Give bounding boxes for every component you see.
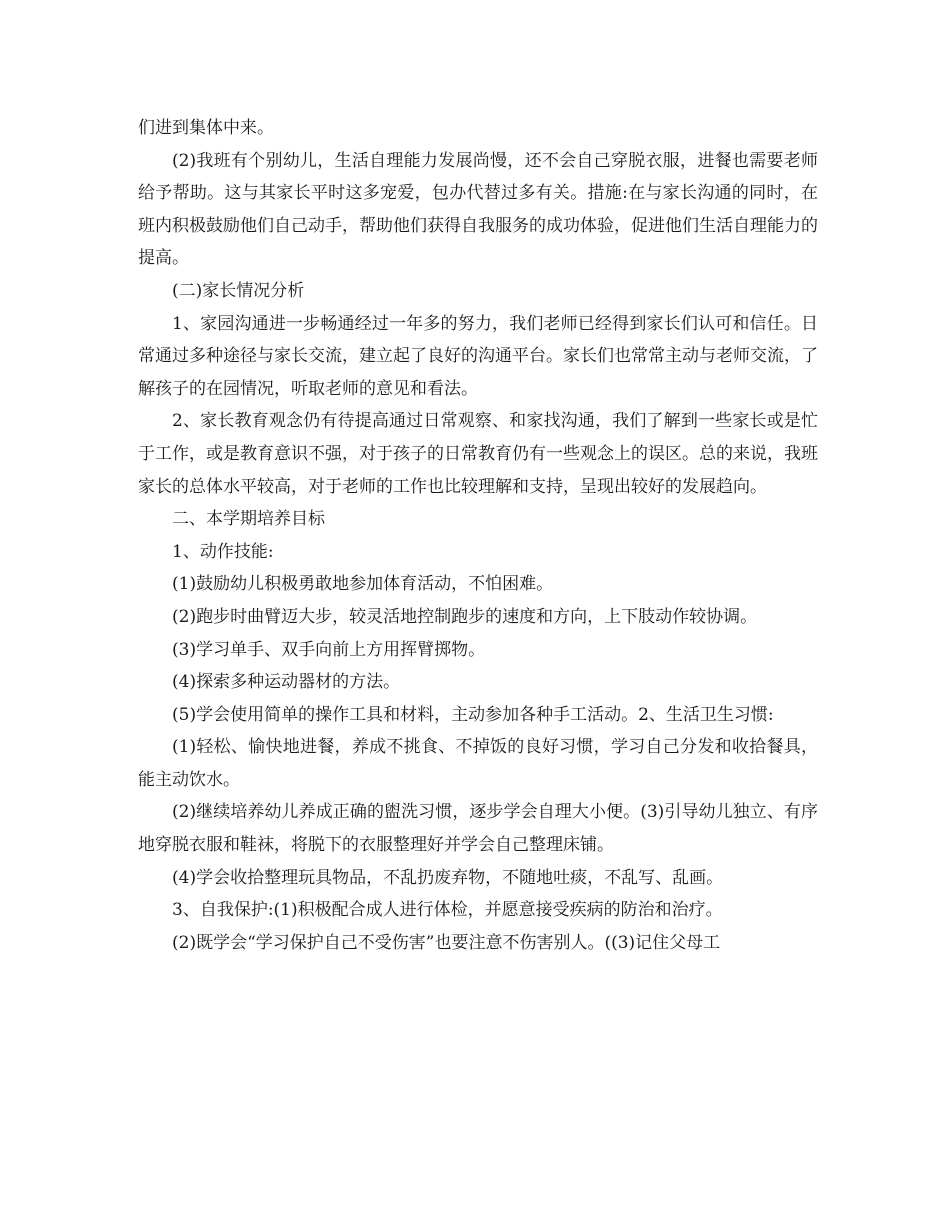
list-item: (5)学会使用简单的操作工具和材料，主动参加各种手工活动。2、生活卫生习惯: — [172, 704, 774, 725]
list-item: (4)学会收拾整理玩具物品，不乱扔废弃物，不随地吐痰，不乱写、乱画。 — [172, 867, 724, 888]
list-item: (2)跑步时曲臂迈大步，较灵活地控制跑步的速度和方向，上下肢动作较协调。 — [172, 606, 758, 627]
list-item: (1)鼓励幼儿积极勇敢地参加体育活动，不怕困难。 — [172, 574, 554, 595]
list-item: (2)既学会“学习保护自己不受伤害”也要注意不伤害别人。((3)记住父母工 — [172, 932, 721, 953]
subsection-heading: 1、动作技能: — [172, 541, 274, 562]
paragraph: 1、家园沟通进一步畅通经过一年多的努力，我们老师已经得到家长们认可和信任。日常通过多种途径与家长交流，建立起了良好的沟通平台。家长们也常常主动与老师交流，了解孩子的在园情况，听取老师的意见和看法。 — [138, 313, 818, 399]
section-heading: 二、本学期培养目标 — [172, 509, 325, 530]
list-item: 3、自我保护:(1)积极配合成人进行体检，并愿意接受疾病的防治和治疗。 — [172, 900, 723, 921]
list-item: (4)探索多种运动器材的方法。 — [172, 672, 401, 693]
section-heading: (二)家长情况分析 — [172, 280, 305, 301]
paragraph: 2、家长教育观念仍有待提高通过日常观察、和家找沟通，我们了解到一些家长或是忙于工作，或是教育意识不强，对于孩子的日常教育仍有一些观念上的误区。总的来说，我班家长的总体水平较高，对于老师的工作也比较理解和支持，呈现出较好的发展趋向。 — [138, 411, 818, 497]
list-item: (3)学习单手、双手向前上方用挥臂掷物。 — [172, 639, 486, 660]
paragraph: 们进到集体中来。 — [138, 118, 274, 138]
list-item: (1)轻松、愉快地进餐，养成不挑食、不掉饭的良好习惯，学习自己分发和收拾餐具，能主动饮水。 — [138, 737, 818, 790]
list-item: (2)继续培养幼儿养成正确的盥洗习惯，逐步学会自理大小便。(3)引导幼儿独立、有序地穿脱衣服和鞋袜，将脱下的衣服整理好并学会自己整理床铺。 — [138, 802, 818, 856]
document-body — [138, 112, 818, 959]
paragraph: (2)我班有个别幼儿，生活自理能力发展尚慢，还不会自己穿脱衣服，进餐也需要老师给予帮助。这与其家长平时这多宠爱，包办代替过多有关。措施:在与家长沟通的同时，在班内积极鼓励他们自己动手，帮助他们获得自我服务的成功体验，促进他们生活自理能力的提高。 — [138, 150, 818, 269]
